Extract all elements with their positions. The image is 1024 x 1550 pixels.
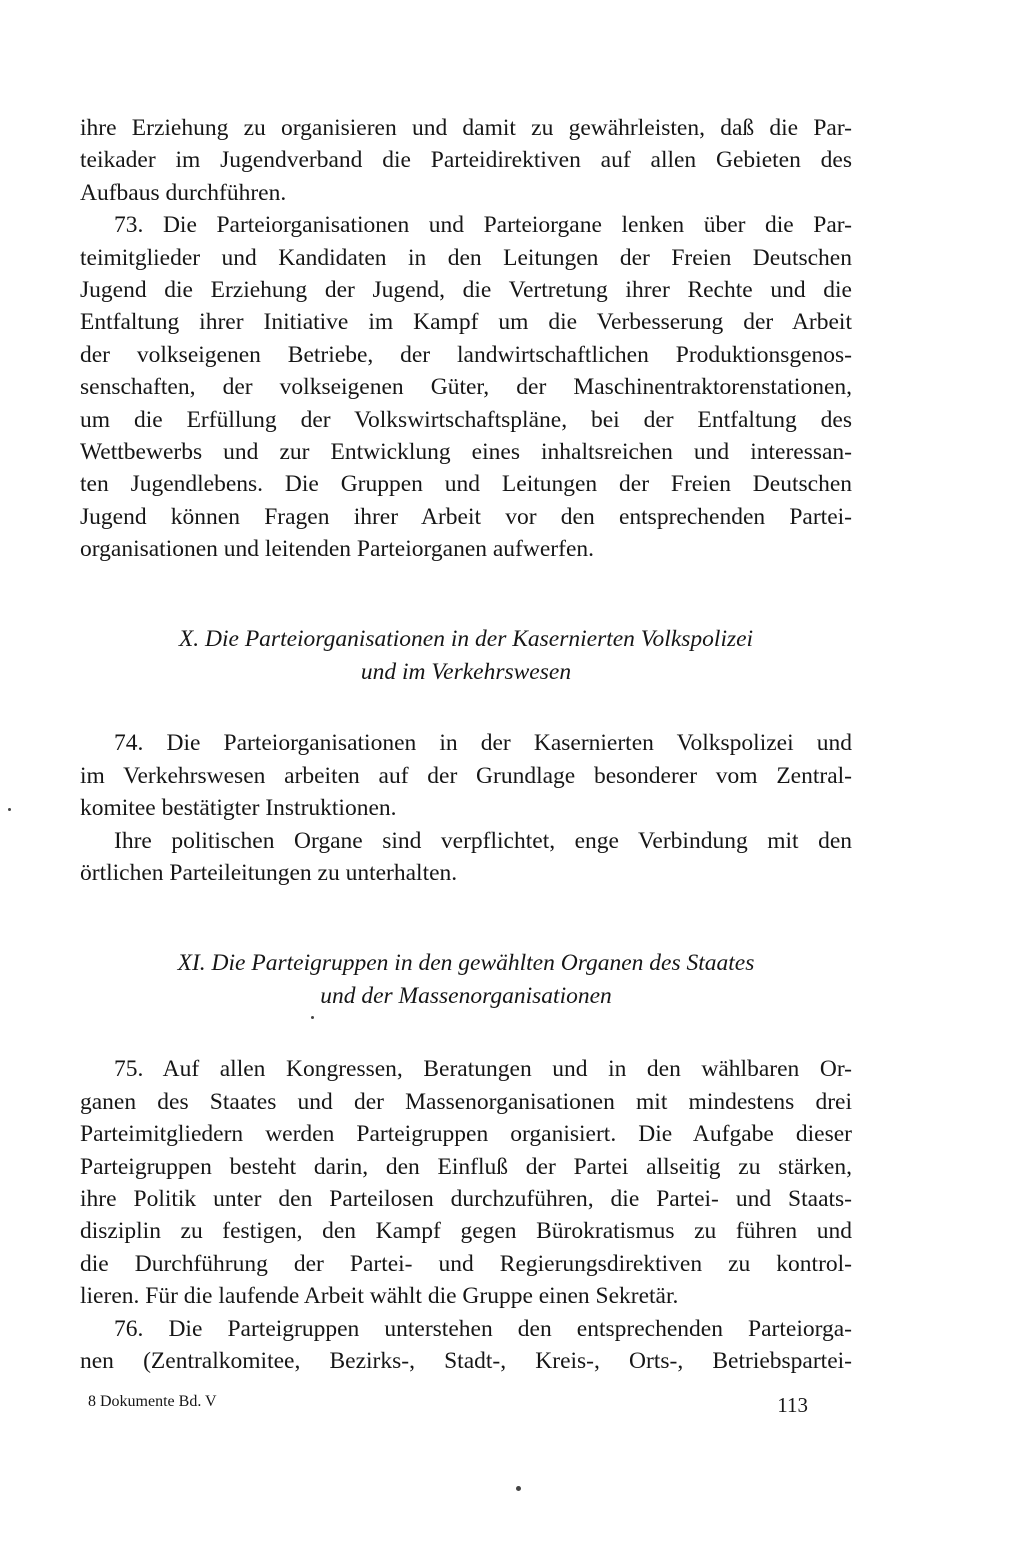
scan-speck <box>516 1486 521 1491</box>
text-line: Parteimitgliedern werden Parteigruppen organisiert. Die Aufgabe dieser <box>80 1121 852 1148</box>
heading-line: X. Die Parteiorganisationen in der Kasernierten Volkspolizei <box>178 626 754 653</box>
text-line: ihre Erziehung zu organisieren und damit zu gewährleisten, daß die Par- <box>80 115 852 141</box>
paragraph-76 <box>80 1313 852 1378</box>
text-line: um die Erfüllung der Volkswirtschaftspläne, bei der Entfaltung des <box>80 406 852 433</box>
paragraph-74b <box>80 825 852 890</box>
section-heading-x <box>80 623 852 689</box>
text-line: Aufbaus durchführen. <box>80 179 287 206</box>
paragraph-74 <box>80 727 852 824</box>
text-line: 73. Die Parteiorganisationen und Parteiorgane lenken über die Par- <box>114 212 852 239</box>
scan-speck <box>8 808 11 811</box>
text-line: 74. Die Parteiorganisationen in der Kasernierten Volkspolizei und <box>114 730 852 757</box>
text-line: teimitglieder und Kandidaten in den Leitungen der Freien Deutschen <box>80 244 852 271</box>
text-line: Jugend können Fragen ihrer Arbeit vor den entsprechenden Partei- <box>80 503 852 530</box>
paragraph-72-end <box>80 112 852 209</box>
heading-line: und im Verkehrswesen <box>360 659 572 686</box>
text-line: ten Jugendlebens. Die Gruppen und Leitungen der Freien Deutschen <box>80 471 852 498</box>
text-line: Wettbewerbs und zur Entwicklung eines inhaltsreichen und interessan- <box>80 438 852 465</box>
paragraph-73 <box>80 209 852 565</box>
page-number: 113 <box>777 1393 808 1417</box>
text-line: die Durchführung der Partei- und Regierungsdirektiven zu kontrol- <box>80 1250 852 1277</box>
text-line: 76. Die Parteigruppen unterstehen den entsprechenden Parteiorga- <box>114 1315 852 1342</box>
text-line: Parteigruppen besteht darin, den Einfluß der Partei allseitig zu stärken, <box>80 1153 852 1180</box>
text-line: disziplin zu festigen, den Kampf gegen Bürokratismus zu führen und <box>80 1218 852 1245</box>
text-line: im Verkehrswesen arbeiten auf der Grundlage besonderer vom Zentral- <box>80 762 852 789</box>
scan-speck <box>311 1016 314 1019</box>
page-footer <box>80 1390 808 1420</box>
section-heading-xi <box>80 947 852 1013</box>
printer-signature: 8 Dokumente Bd. V <box>88 1393 217 1410</box>
page-body <box>80 112 852 1377</box>
text-line: ganen des Staates und der Massenorganisationen mit mindestens drei <box>80 1088 852 1115</box>
text-line: ihre Politik unter den Parteilosen durchzuführen, die Partei- und Staats- <box>80 1185 852 1212</box>
text-line: organisationen und leitenden Parteiorganen aufwerfen. <box>80 536 594 563</box>
text-line: Jugend die Erziehung der Jugend, die Vertretung ihrer Rechte und die <box>80 276 852 303</box>
text-line: 75. Auf allen Kongressen, Beratungen und in den wählbaren Or- <box>114 1056 852 1083</box>
text-line: örtlichen Parteileitungen zu unterhalten. <box>80 860 458 887</box>
text-line: Entfaltung ihrer Initiative im Kampf um die Verbesserung der Arbeit <box>80 309 852 336</box>
text-line: der volkseigenen Betriebe, der landwirtschaftlichen Produktionsgenos- <box>80 341 852 368</box>
text-line: lieren. Für die laufende Arbeit wählt die Gruppe einen Sekretär. <box>80 1283 679 1310</box>
paragraph-75 <box>80 1053 852 1312</box>
text-line: nen (Zentralkomitee, Bezirks-, Stadt-, Kreis-, Orts-, Betriebspartei- <box>80 1347 852 1374</box>
heading-line: XI. Die Parteigruppen in den gewählten Organen des Staates <box>177 950 755 977</box>
text-line: Ihre politischen Organe sind verpflichtet, enge Verbindung mit den <box>114 827 852 854</box>
text-line: senschaften, der volkseigenen Güter, der Maschinentraktorenstationen, <box>80 374 852 401</box>
text-line: teikader im Jugendverband die Parteidirektiven auf allen Gebieten des <box>80 147 852 174</box>
heading-line: und der Massenorganisationen <box>320 983 612 1010</box>
text-line: komitee bestätigter Instruktionen. <box>80 795 397 822</box>
